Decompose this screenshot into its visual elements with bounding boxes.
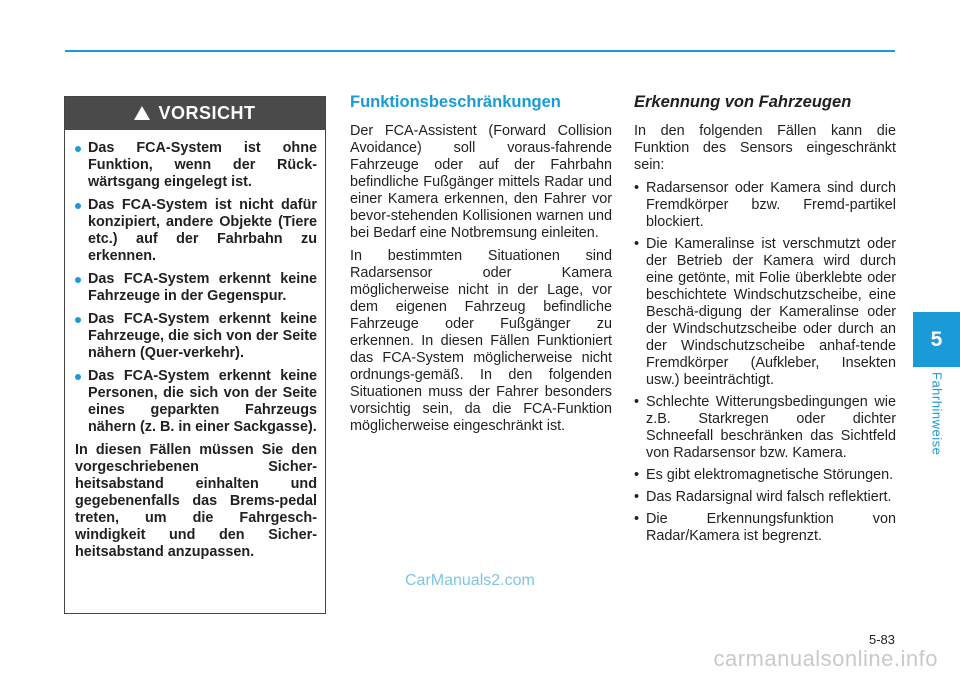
vehicle-detection-heading: Erkennung von Fahrzeugen (634, 93, 852, 111)
caution-item: Das FCA-System erkennt keine Fahrzeuge in der Gegenspur. (75, 271, 317, 305)
caution-header (65, 97, 325, 130)
list-item: • Schlechte Witterungsbedingungen wie z.B. Starkregen oder dichter Schneefall beschränken das Sichtfeld von Radarsensor bzw. Kamera. (634, 394, 896, 462)
warning-triangle-icon (134, 106, 150, 120)
vehicle-detection-list (634, 180, 896, 545)
watermark-carmanualsonline[interactable]: carmanualsonline.info (713, 646, 938, 671)
chapter-number: 5 (930, 327, 943, 351)
top-rule (65, 50, 895, 52)
caution-body (65, 130, 325, 561)
list-item: • Radarsensor oder Kamera sind durch Fremdkörper bzw. Fremd-partikel blockiert. (634, 180, 896, 231)
caution-box (64, 96, 326, 614)
page-number: 5-83 (868, 632, 895, 647)
chapter-label: Fahrhinweise (929, 372, 945, 456)
caution-item: Das FCA-System ist nicht dafür konzipiert, andere Objekte (Tiere etc.) auf der Fahrbahn zu erkennen. (75, 197, 317, 265)
caution-item: Das FCA-System erkennt keine Personen, die sich von der Seite eines geparkten Fahrzeugs nähern (z. B. in einer Sackgasse). (75, 368, 317, 436)
watermark-carmanuals2[interactable]: CarManuals2.com (405, 572, 535, 589)
vehicle-detection-intro: In den folgenden Fällen kann die Funktion des Sensors eingeschränkt sein: (634, 123, 896, 173)
limitations-paragraph: Der FCA-Assistent (Forward Collision Avoidance) soll voraus-fahrende Fahrzeuge oder auf der Fahrbahn befindliche Fußgänger mittels Radar und einer Kamera erkennen, den Fahrer vor bevor-stehenden Kollisionen warnen und bei Bedarf eine Notbremsung einleiten. (350, 123, 612, 241)
caution-item: Das FCA-System ist ohne Funktion, wenn der Rück-wärtsgang eingelegt ist. (75, 140, 317, 191)
caution-title: VORSICHT (158, 103, 256, 123)
limitations-paragraph: In bestimmten Situationen sind Radarsensor oder Kamera möglicherweise nicht in der Lage, vor dem eigenen Fahrzeug befindliche Fahrzeuge oder Fußgänger zu erkennen. In diesen Fällen Funktioniert das FCA-System möglicherweise nicht ordnungs-gemäß. In den folgenden Situationen muss der Fahrer besonders vorsichtig sein, da die FCA-Funktion möglicherweise eingeschränkt ist. (350, 248, 612, 434)
limitations-column (350, 92, 612, 441)
caution-item: Das FCA-System erkennt keine Fahrzeuge, die sich von der Seite nähern (Quer-verkehr). (75, 311, 317, 362)
caution-list (75, 140, 317, 436)
vehicle-detection-column (634, 92, 896, 550)
list-item: • Die Kameralinse ist verschmutzt oder der Betrieb der Kamera wird durch eine getönte, mit Folie überklebte oder beschichtete Windschutzscheibe, eine Beschä-digung der Kameralinse oder der Windschutzscheibe oder durch an der Windschutzscheibe anhaf-tende Fremdkörper (Aufkleber, Insekten usw.) beeinträchtigt. (634, 236, 896, 389)
limitations-heading: Funktionsbeschränkungen (350, 93, 561, 111)
caution-footer: In diesen Fällen müssen Sie den vorgeschriebenen Sicher-heitsabstand einhalten und gegebenenfalls das Brems-pedal treten, um die Fahrgesch-windigkeit und den Sicher-heitsabstand anzupassen. (75, 442, 317, 560)
chapter-number-tab (913, 312, 960, 367)
list-item: • Das Radarsignal wird falsch reflektiert. (634, 489, 896, 506)
list-item: • Es gibt elektromagnetische Störungen. (634, 467, 896, 484)
list-item: • Die Erkennungsfunktion von Radar/Kamera ist begrenzt. (634, 511, 896, 545)
